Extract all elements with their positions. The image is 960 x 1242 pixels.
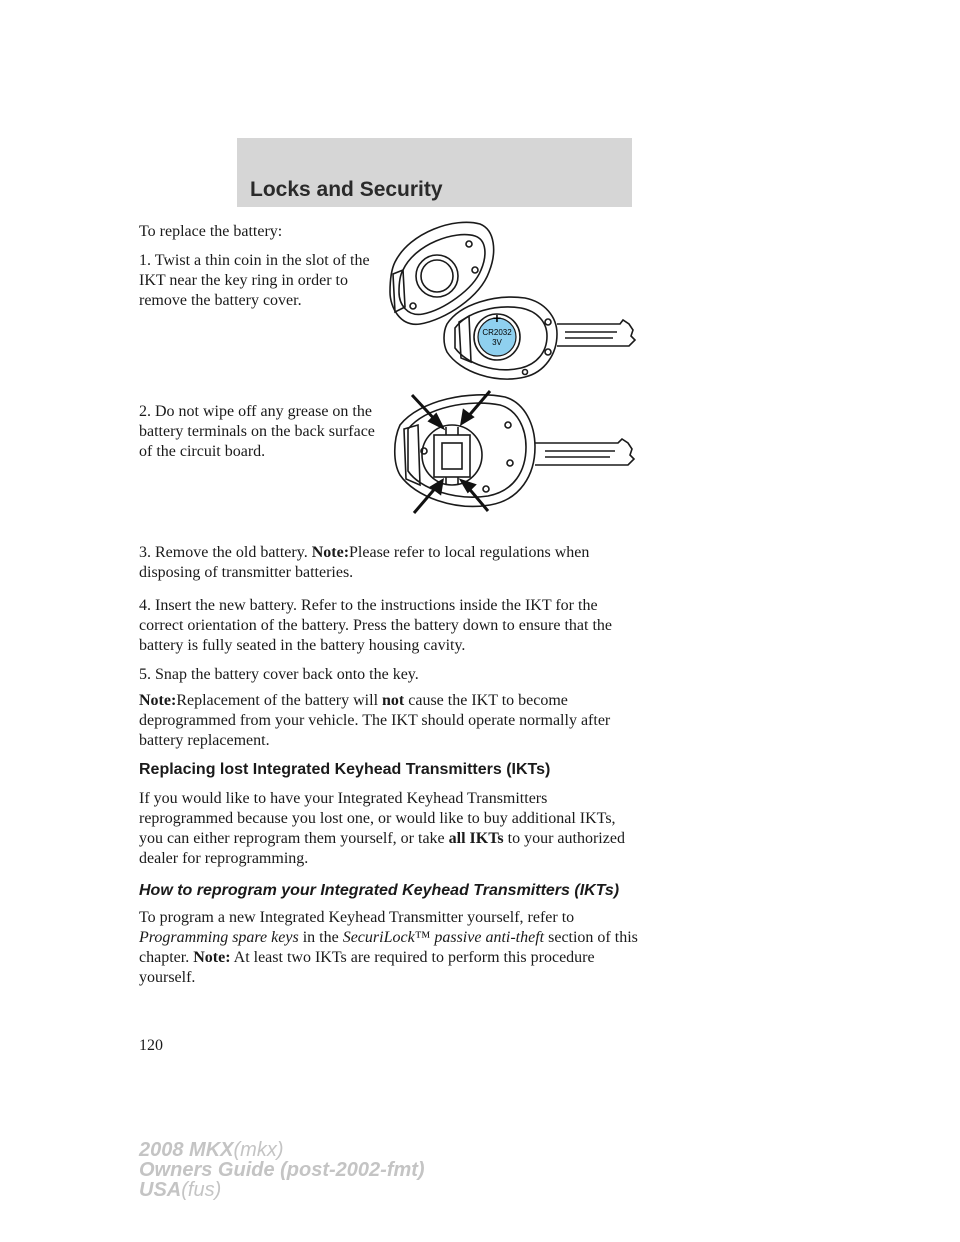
section-title: Locks and Security [250,178,443,201]
intro-text: To replace the battery: [139,223,283,240]
replacing-text [139,789,639,869]
key-blade [557,320,635,346]
reprogram-text [139,908,639,988]
footer-doc-info [139,1140,425,1200]
programming-spare-keys-ref: Programming spare keys [139,929,299,946]
reprogram-text-c: section of this chapter. [139,929,638,966]
step-3-text [139,543,639,583]
replacing-emphasis: all IKTs [448,830,504,847]
step-3-main: 3. Remove the old battery. [139,544,312,561]
footer-line-3 [139,1180,425,1200]
footer-model-code: (mkx) [233,1139,284,1161]
footer-market-code: (fus) [181,1179,222,1201]
securilock-ref: SecuriLock™ passive anti-theft [342,929,545,946]
battery-model-label: CR2032 [482,328,512,337]
note-text-b: cause the IKT to become deprogrammed from your vehicle. The IKT should operate normally after battery replacement. [139,692,611,749]
step-2-text: 2. Do not wipe off any grease on the battery terminals on the back surface of the circuit board. [139,403,375,460]
battery-note [139,691,639,751]
replacing-text-a: If you would like to have your Integrated Keyhead Transmitters reprogrammed because you lost one, or would like to buy additional IKTs, you can either reprogram them yourself, or take [139,790,616,847]
step-1-text: 1. Twist a thin coin in the slot of the IKT near the key ring in order to remove the battery cover. [139,252,370,309]
note-label: Note: [139,692,177,709]
step-5-text: 5. Snap the battery cover back onto the key. [139,666,419,683]
battery-cover-illustration [385,212,640,384]
reprogram-text-b: in the [298,929,343,946]
footer-market: USA [139,1179,182,1201]
note-emphasis: not [382,692,405,709]
step-3-note-label: Note: [311,544,350,561]
battery-voltage-label: 3V [492,338,502,347]
reprogram-text-a: To program a new Integrated Keyhead Transmitter yourself, refer to [139,909,575,926]
replacing-text-b: to your authorized dealer for reprogramming. [139,830,625,867]
footer-line-2: Owners Guide (post-2002-fmt) [139,1159,425,1181]
step-4-text: 4. Insert the new battery. Refer to the instructions inside the IKT for the correct orientation of the battery. Press the battery down to ensure that the battery is fully seated in the battery housing cavity. [139,597,613,654]
footer-model: 2008 MKX [139,1139,234,1161]
battery-terminals-illustration [390,385,640,515]
replacing-heading: Replacing lost Integrated Keyhead Transmitters (IKTs) [139,761,551,778]
reprogram-text-d: At least two IKTs are required to perform this procedure yourself. [139,949,595,986]
key-blade [535,439,634,465]
reprogram-heading: How to reprogram your Integrated Keyhead Transmitters (IKTs) [139,882,620,899]
battery-polarity-label: + [492,310,502,326]
page-number: 120 [139,1037,163,1054]
step-3-note: Please refer to local regulations when disposing of transmitter batteries. [139,544,590,581]
footer-line-1 [139,1140,425,1160]
note-text-a: Replacement of the battery will [176,692,383,709]
reprogram-note-label: Note: [193,949,231,966]
